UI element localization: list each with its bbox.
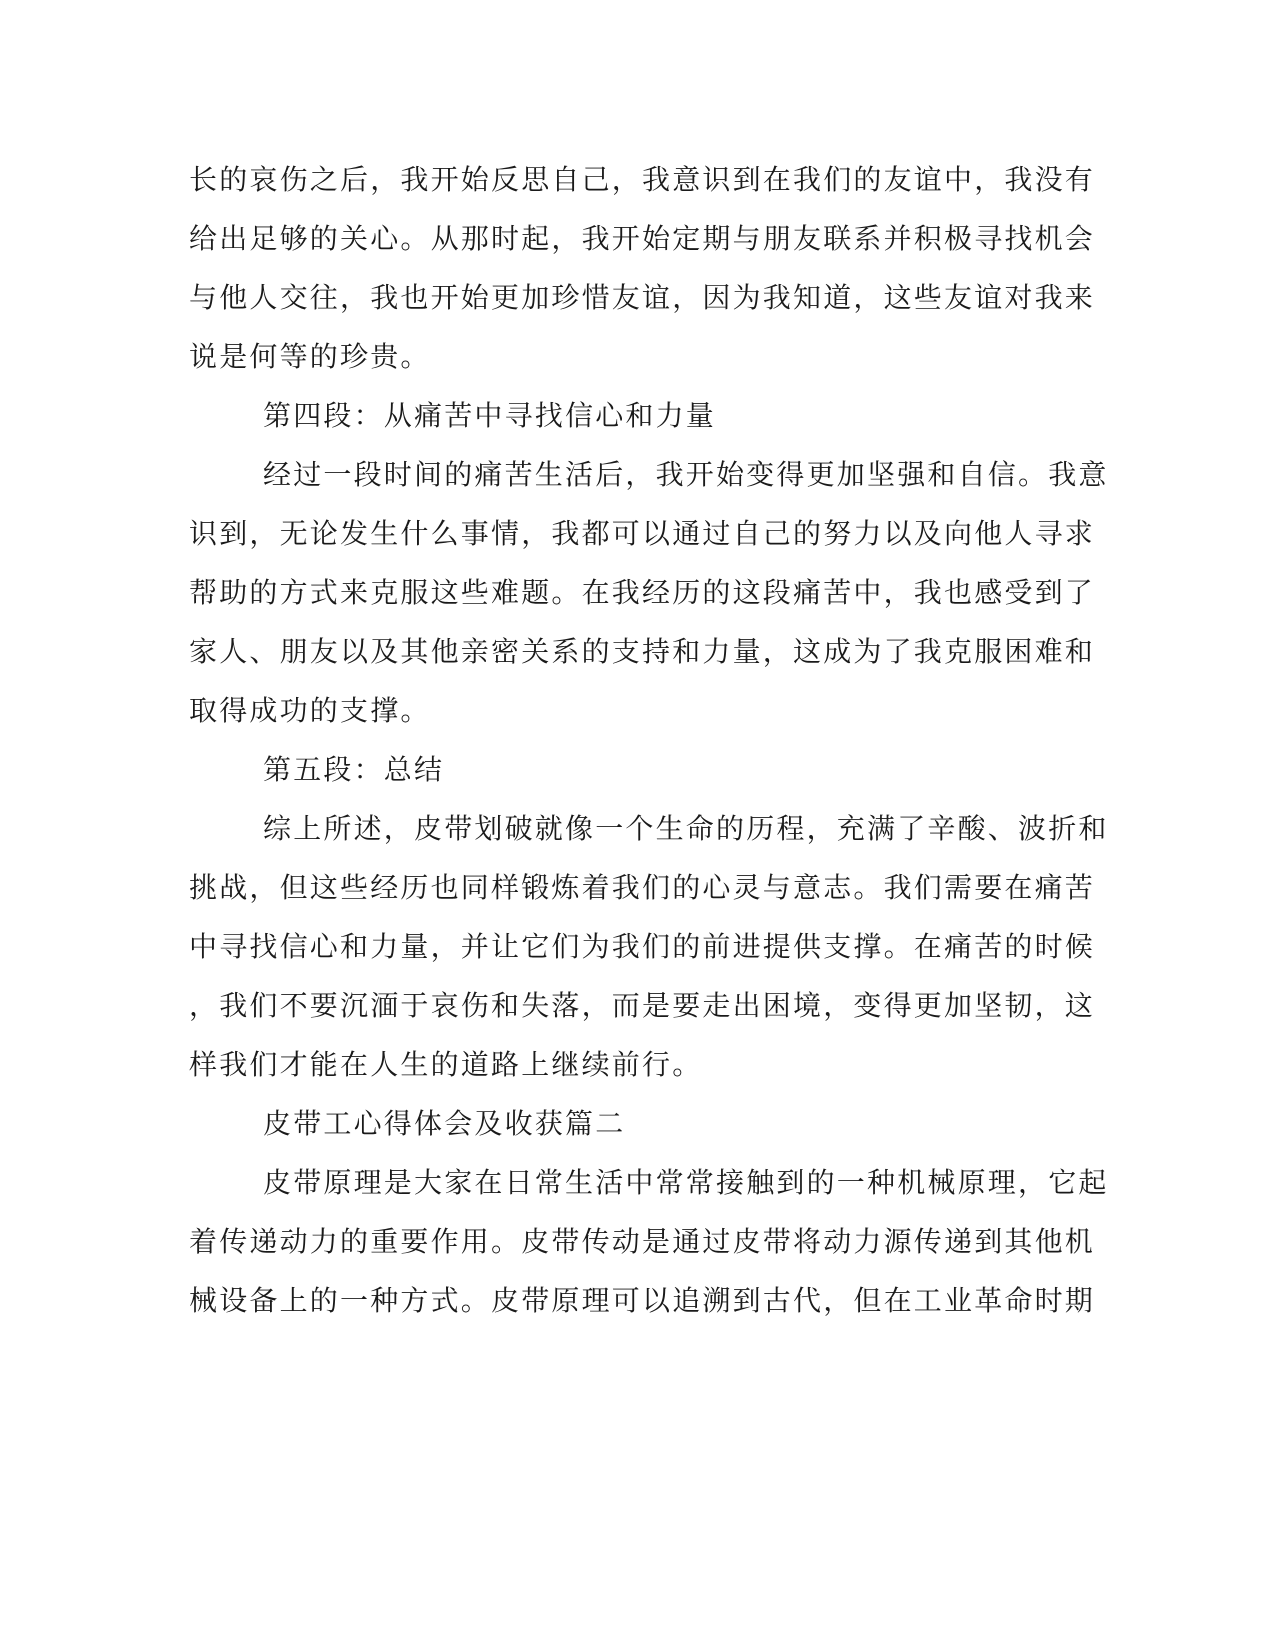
paragraph-6-line-2: 着传递动力的重要作用。皮带传动是通过皮带将动力源传递到其他机 (189, 1225, 1096, 1258)
paragraph-4-line-4: 家人、朋友以及其他亲密关系的支持和力量，这成为了我克服困难和 (189, 635, 1096, 668)
paragraph-3-line-2: 给出足够的关心。从那时起，我开始定期与朋友联系并积极寻找机会 (189, 222, 1096, 255)
paragraph-6-line-1: 皮带原理是大家在日常生活中常常接触到的一种机械原理，它起 (263, 1166, 1109, 1199)
paragraph-5-line-2: 挑战，但这些经历也同样锻炼着我们的心灵与意志。我们需要在痛苦 (189, 871, 1096, 904)
paragraph-3-line-4: 说是何等的珍贵。 (189, 340, 431, 373)
section-heading-4: 第四段：从痛苦中寻找信心和力量 (263, 399, 717, 432)
paragraph-4-line-3: 帮助的方式来克服这些难题。在我经历的这段痛苦中，我也感受到了 (189, 576, 1096, 609)
paragraph-5-line-1: 综上所述，皮带划破就像一个生命的历程，充满了辛酸、波折和 (263, 812, 1109, 845)
paragraph-4-line-1: 经过一段时间的痛苦生活后，我开始变得更加坚强和自信。我意 (263, 458, 1109, 491)
paragraph-6-line-3: 械设备上的一种方式。皮带原理可以追溯到古代，但在工业革命时期 (189, 1284, 1096, 1317)
paragraph-3-line-3: 与他人交往，我也开始更加珍惜友谊，因为我知道，这些友谊对我来 (189, 281, 1096, 314)
article-title-part-2: 皮带工心得体会及收获篇二 (263, 1107, 626, 1140)
paragraph-5-line-4: ，我们不要沉湎于哀伤和失落，而是要走出困境，变得更加坚韧，这 (189, 989, 1096, 1022)
section-heading-5: 第五段：总结 (263, 753, 445, 786)
paragraph-3-line-1: 长的哀伤之后，我开始反思自己，我意识到在我们的友谊中，我没有 (189, 163, 1096, 196)
paragraph-5-line-5: 样我们才能在人生的道路上继续前行。 (189, 1048, 703, 1081)
paragraph-4-line-2: 识到，无论发生什么事情，我都可以通过自己的努力以及向他人寻求 (189, 517, 1096, 550)
paragraph-4-line-5: 取得成功的支撑。 (189, 694, 431, 727)
paragraph-5-line-3: 中寻找信心和力量，并让它们为我们的前进提供支撑。在痛苦的时候 (189, 930, 1096, 963)
